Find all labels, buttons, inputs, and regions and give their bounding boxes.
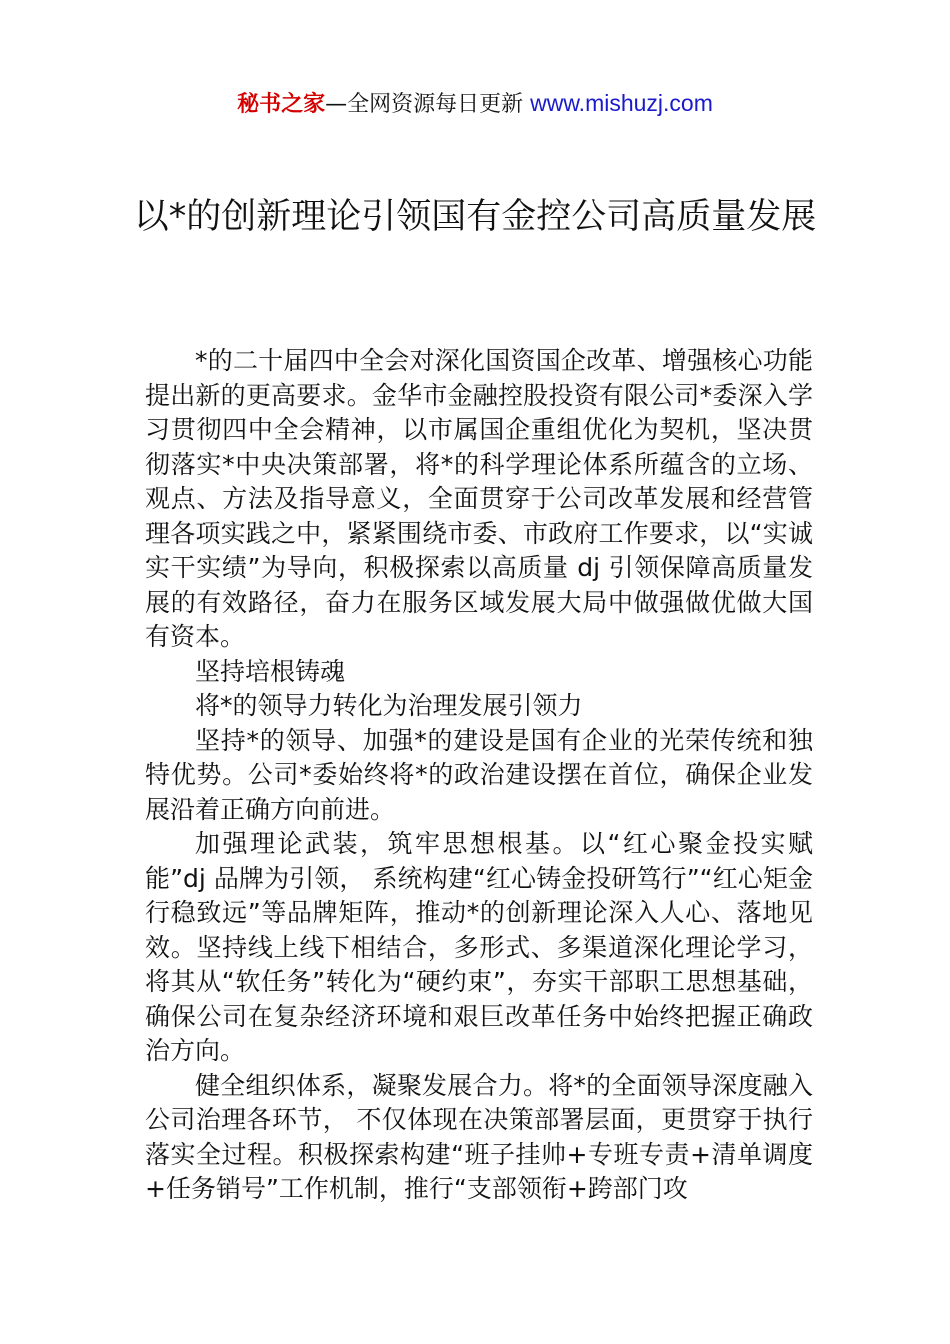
- document-title: 以*的创新理论引领国有金控公司高质量发展: [133, 197, 817, 237]
- paragraph-theory-armament: 加强理论武装，筑牢思想根基。以“红心聚金投实赋能”dj 品牌为引领， 系统构建“红心铸金投研笃行”“红心矩金行稳致远”等品牌矩阵，推动*的创新理论深入人心、落地见效。坚持线上线下相结合，多形式、多渠道深化理论学习，将其从“软任务”转化为“硬约束”，夯实干部职工思想基础，确保公司在复杂经济环境和艰巨改革任务中始终把握正确政治方向。: [145, 829, 813, 1065]
- site-url-link[interactable]: www.mishuzj.com: [530, 90, 713, 116]
- header-separator: —: [325, 92, 348, 117]
- paragraph-organization-system: 健全组织体系，凝聚发展合力。将*的全面领导深度融入公司治理各环节， 不仅体现在决策部署层面，更贯穿于执行落实全过程。积极探索构建“班子挂帅+专班专责+清单调度+任务销号”工作机制，推行“支部领衔+跨部门攻: [145, 1070, 813, 1203]
- header-tagline: 全网资源每日更新: [347, 92, 524, 117]
- site-header: [0, 88, 950, 120]
- paragraph-intro: *的二十届四中全会对深化国资国企改革、增强核心功能提出新的更高要求。金华市金融控股投资有限公司*委深入学习贯彻四中全会精神，以市属国企重组优化为契机，坚决贯彻落实*中央决策部署，将*的科学理论体系所蕴含的立场、观点、方法及指导意义，全面贯穿于公司改革发展和经营管理各项实践之中，紧紧围绕市委、市政府工作要求，以“实诚实干实绩”为导向，积极探索以高质量 dj 引领保障高质量发展的有效路径，奋力在服务区域发展大局中做强做优做大国有资本。: [145, 346, 813, 651]
- paragraph-party-leadership: 坚持*的领导、加强*的建设是国有企业的光荣传统和独特优势。公司*委始终将*的政治建设摆在首位，确保企业发展沿着正确方向前进。: [145, 725, 813, 824]
- section-subheading: 将*的领导力转化为治理发展引领力: [195, 691, 583, 720]
- section-heading: 坚持培根铸魂: [195, 656, 346, 686]
- document-body: [145, 344, 813, 1207]
- site-brand: 秘书之家: [237, 92, 326, 117]
